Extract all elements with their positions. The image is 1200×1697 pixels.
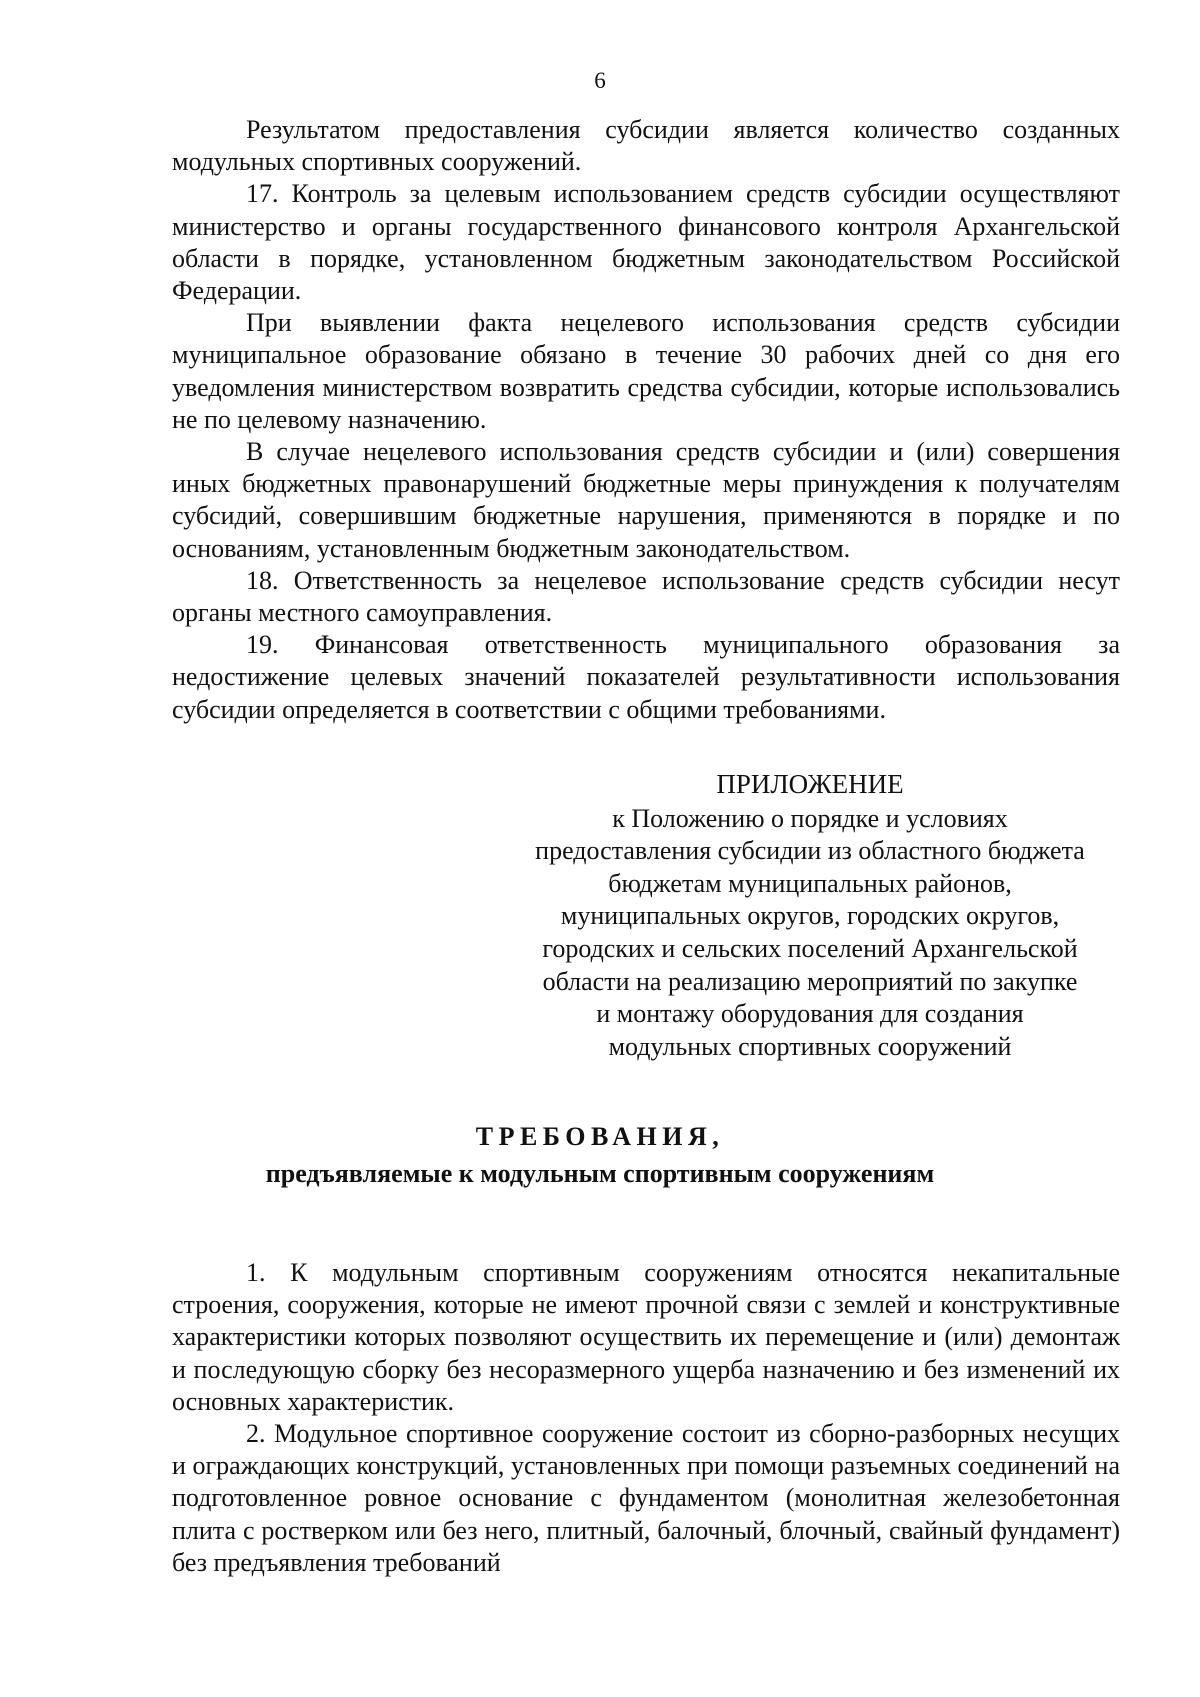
appendix-line: к Положению о порядке и условиях bbox=[612, 803, 1008, 833]
page-number: 6 bbox=[594, 68, 606, 93]
paragraph-18-responsibility: 18. Ответственность за нецелевое использование средств субсидии несут органы местного самоуправления. bbox=[172, 565, 1120, 628]
requirements-text bbox=[172, 1257, 1120, 1579]
paragraph-result: Результатом предоставления субсидии является количество созданных модульных спортивных сооружений. bbox=[172, 115, 1120, 177]
requirements-subtitle: предъявляемые к модульным спортивным сооружениям bbox=[265, 1159, 935, 1188]
section-top-text bbox=[172, 114, 1120, 726]
appendix-line: городских и сельских поселений Архангельской bbox=[542, 933, 1078, 963]
appendix-title: ПРИЛОЖЕНИЕ bbox=[716, 769, 904, 799]
appendix-block bbox=[510, 768, 1110, 1063]
paragraph-misuse-return: При выявлении факта нецелевого использования средств субсидии муниципальное образование обязано в течение 30 рабочих дней со дня его уведомления министерством возвратить средства субсидии, которые использовались не по целевому назначению. bbox=[172, 308, 1120, 434]
requirement-1: 1. К модульным спортивным сооружениям относятся некапитальные строения, сооружения, которые не имеют прочной связи с землей и конструктивные характеристики которых позволяют осуществить их перемещение и (или) демонтаж и последующую сборку без несоразмерного ущерба назначению и без изменений их основных характеристик. bbox=[172, 1258, 1120, 1416]
appendix-line: муниципальных округов, городских округов, bbox=[560, 901, 1060, 931]
appendix-line: предоставления субсидии из областного бюджета bbox=[535, 836, 1085, 866]
paragraph-17-control: 17. Контроль за целевым использованием средств субсидии осуществляют министерство и органы государственного финансового контроля Архангельской области в порядке, установленном бюджетным законодательством Российской Федерации. bbox=[172, 179, 1120, 306]
requirements-title: ТРЕБОВАНИЯ, bbox=[475, 1122, 725, 1151]
paragraph-budget-violations: В случае нецелевого использования средств субсидии и (или) совершения иных бюджетных правонарушений бюджетные меры принуждения к получателям субсидий, совершившим бюджетные нарушения, применяются в порядке и по основаниям, установленным бюджетным законодательством. bbox=[172, 437, 1120, 563]
paragraph-19-financial-responsibility: 19. Финансовая ответственность муниципального образования за недостижение целевых значений показателей результативности использования субсидии определяется в соответствии с общими требованиями. bbox=[172, 630, 1120, 724]
appendix-line: области на реализацию мероприятий по закупке bbox=[542, 966, 1078, 996]
appendix-line: бюджетам муниципальных районов, bbox=[608, 868, 1012, 898]
requirement-2: 2. Модульное спортивное сооружение состоит из сборно-разборных несущих и ограждающих конструкций, установленных при помощи разъемных соединений на подготовленное ровное основание с фундаментом (монолитная железобетонная плита с ростверком или без него, плитный, балочный, блочный, свайный фундамент) без предъявления требований bbox=[172, 1419, 1120, 1577]
appendix-line: и монтажу оборудования для создания bbox=[596, 999, 1024, 1029]
appendix-line: модульных спортивных сооружений bbox=[608, 1031, 1012, 1061]
